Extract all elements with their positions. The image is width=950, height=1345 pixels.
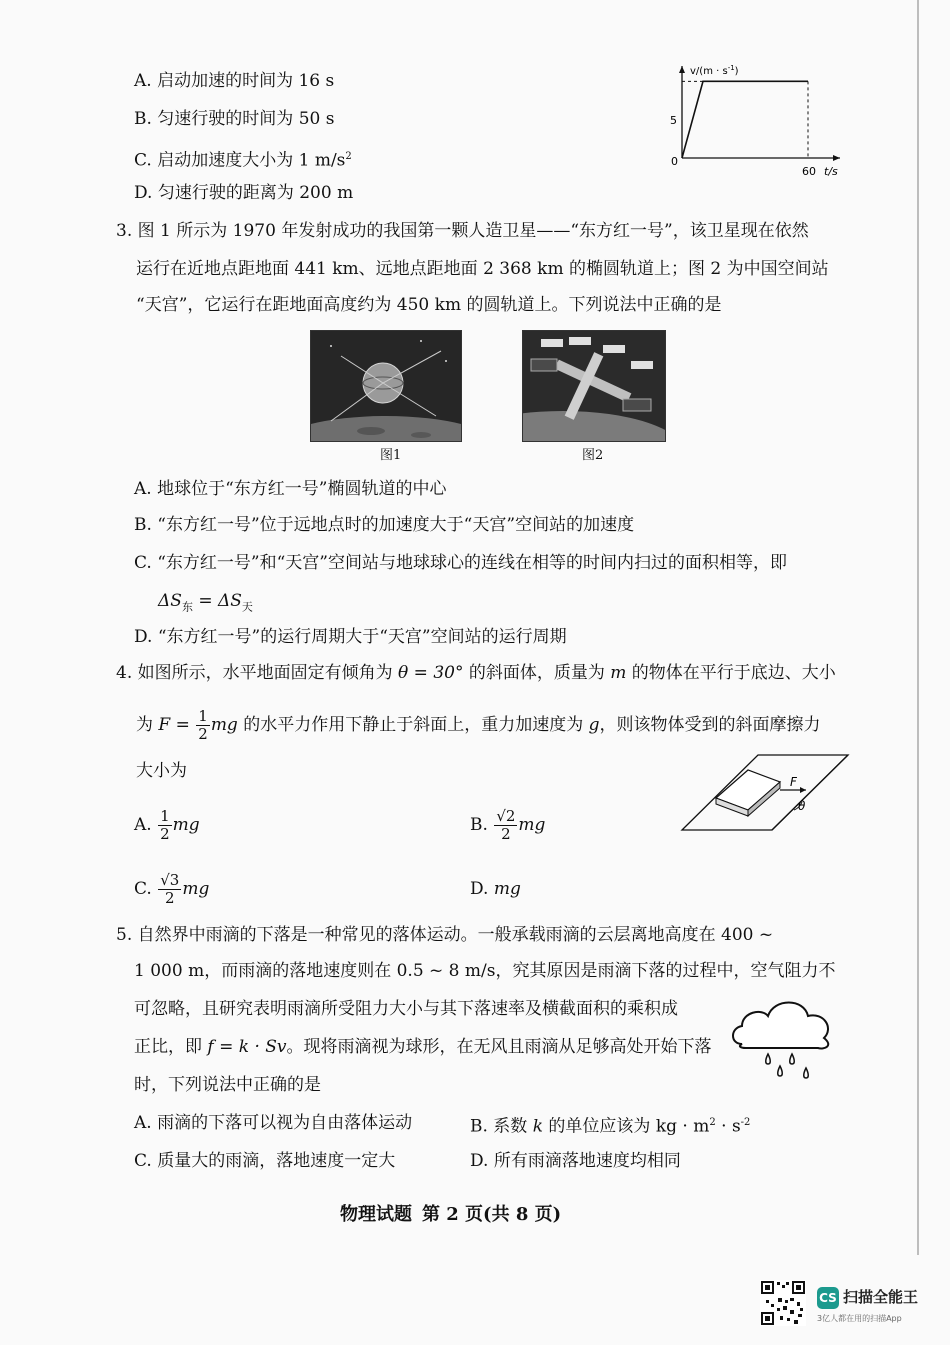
q3-option-a: A. 地球位于“东方红一号”椭圆轨道的中心: [134, 479, 447, 499]
q4-stem-line1: 4. 如图所示，水平地面固定有倾角为 θ = 30° 的斜面体，质量为 m 的物体在平行于底边、大小: [116, 663, 836, 683]
figure1-caption: 图1: [380, 448, 402, 463]
q3-option-c-line1: C. “东方红一号”和“天宫”空间站与地球球心的连线在相等的时间内扫过的面积相等，即: [134, 553, 787, 573]
qr-code-icon: [760, 1280, 806, 1326]
space-station-illustration: [523, 331, 665, 441]
q5-option-d: D. 所有雨滴落地速度均相同: [470, 1151, 681, 1171]
q5-stem-line1: 5. 自然界中雨滴的下落是一种常见的落体运动。一般承载雨滴的云层离地高度在 400 ~: [116, 925, 774, 945]
q5-stem-line4: 正比，即 f = k · Sv。现将雨滴视为球形，在无风且雨滴从足够高处开始下落: [134, 1037, 712, 1057]
q5-stem-line2: 1 000 m，而雨滴的落地速度则在 0.5 ~ 8 m/s，究其原因是雨滴下落的过程中，空气阻力不: [134, 961, 836, 981]
q5-option-a: A. 雨滴的下落可以视为自由落体运动: [134, 1113, 413, 1133]
y-axis-arrow: [679, 66, 685, 73]
velocity-series-line: [682, 81, 808, 158]
camscanner-logo: CS: [817, 1287, 839, 1309]
rain-cloud-figure: [728, 994, 838, 1084]
q3-stem-line3: “天宫”，它运行在距地面高度约为 450 km 的圆轨道上。下列说法中正确的是: [136, 295, 722, 315]
q5-option-b: B. 系数 k 的单位应该为 kg · $m^2 \cdot s^{-2}$: [470, 1116, 751, 1137]
raindrop-icon: [778, 1066, 783, 1076]
satellite-illustration: [311, 331, 461, 441]
q5-stem-line5: 时，下列说法中正确的是: [134, 1075, 321, 1095]
figure2-caption: 图2: [582, 448, 604, 463]
q2-option-a: A. 启动加速的时间为 16 s: [134, 71, 335, 91]
q4-option-c: C. $\frac{√3}{2}$ mg: [134, 871, 210, 907]
q3-option-d: D. “东方红一号”的运行周期大于“天宫”空间站的运行周期: [134, 627, 567, 647]
page-edge: [917, 0, 919, 1255]
force-label: F: [790, 775, 797, 789]
q4-option-b: B. $\frac{√2}{2}$ mg: [470, 807, 546, 843]
q2-option-c: C. 启动加速度大小为 1 $m/s^2$: [134, 150, 352, 171]
q5-stem-line3: 可忽略，且研究表明雨滴所受阻力大小与其下落速率及横截面积的乘积成: [134, 999, 678, 1019]
raindrop-icon: [790, 1054, 795, 1064]
force-fraction: $\frac{1}{2}$: [198, 707, 208, 743]
angle-label: θ: [798, 799, 806, 813]
origin-label: 0: [671, 155, 678, 168]
q3-option-c-formula: $\Delta S_东 = \Delta S_天$: [158, 591, 253, 614]
footer-page-number: 第 2 页(共 8 页): [422, 1204, 562, 1225]
cloud-icon: [733, 1003, 828, 1049]
q4-incline-figure: [676, 752, 856, 834]
q4-option-d: D. mg: [470, 879, 521, 899]
q3-option-b: B. “东方红一号”位于远地点时的加速度大于“天宫”空间站的加速度: [134, 515, 635, 535]
q2-option-d: D. 匀速行驶的距离为 200 m: [134, 183, 354, 203]
camscanner-tagline: 3亿人都在用的扫描App: [817, 1314, 902, 1323]
raindrop-icon: [766, 1054, 771, 1064]
page-footer: [340, 1200, 571, 1226]
raindrop-icon: [804, 1068, 809, 1078]
x-axis-arrow: [833, 155, 840, 161]
figure1-satellite-photo: [310, 330, 462, 442]
x-axis-label: t/s: [824, 165, 838, 178]
q4-stem-line3: 大小为: [136, 761, 187, 781]
x-tick-label: 60: [802, 165, 816, 178]
q5-option-c: C. 质量大的雨滴，落地速度一定大: [134, 1151, 396, 1171]
camscanner-stamp: [760, 1280, 940, 1330]
q4-stem-line2: 为 F = $\frac{1}{2}$ mg 的水平力作用下静止于斜面上，重力加速度为 g，则该物体受到的斜面摩擦力: [136, 707, 821, 743]
y-tick-label: 5: [670, 114, 677, 127]
q2-vt-graph: [668, 60, 848, 180]
q3-stem-line2: 运行在近地点距地面 441 km、远地点距地面 2 368 km 的椭圆轨道上；图 2 为中国空间站: [136, 259, 829, 279]
figure2-space-station-photo: [522, 330, 666, 442]
q2-option-b: B. 匀速行驶的时间为 50 s: [134, 109, 335, 129]
y-axis-label: $v/(m \cdot s^{-1})$: [690, 64, 739, 77]
q4-option-a: A. $\frac{1}{2}$ mg: [134, 807, 200, 843]
q3-stem-line1: 3. 图 1 所示为 1970 年发射成功的我国第一颗人造卫星——“东方红一号”，该卫星现在依然: [116, 221, 809, 241]
camscanner-name: 扫描全能王: [843, 1288, 919, 1306]
footer-subject: 物理试题: [340, 1204, 412, 1225]
